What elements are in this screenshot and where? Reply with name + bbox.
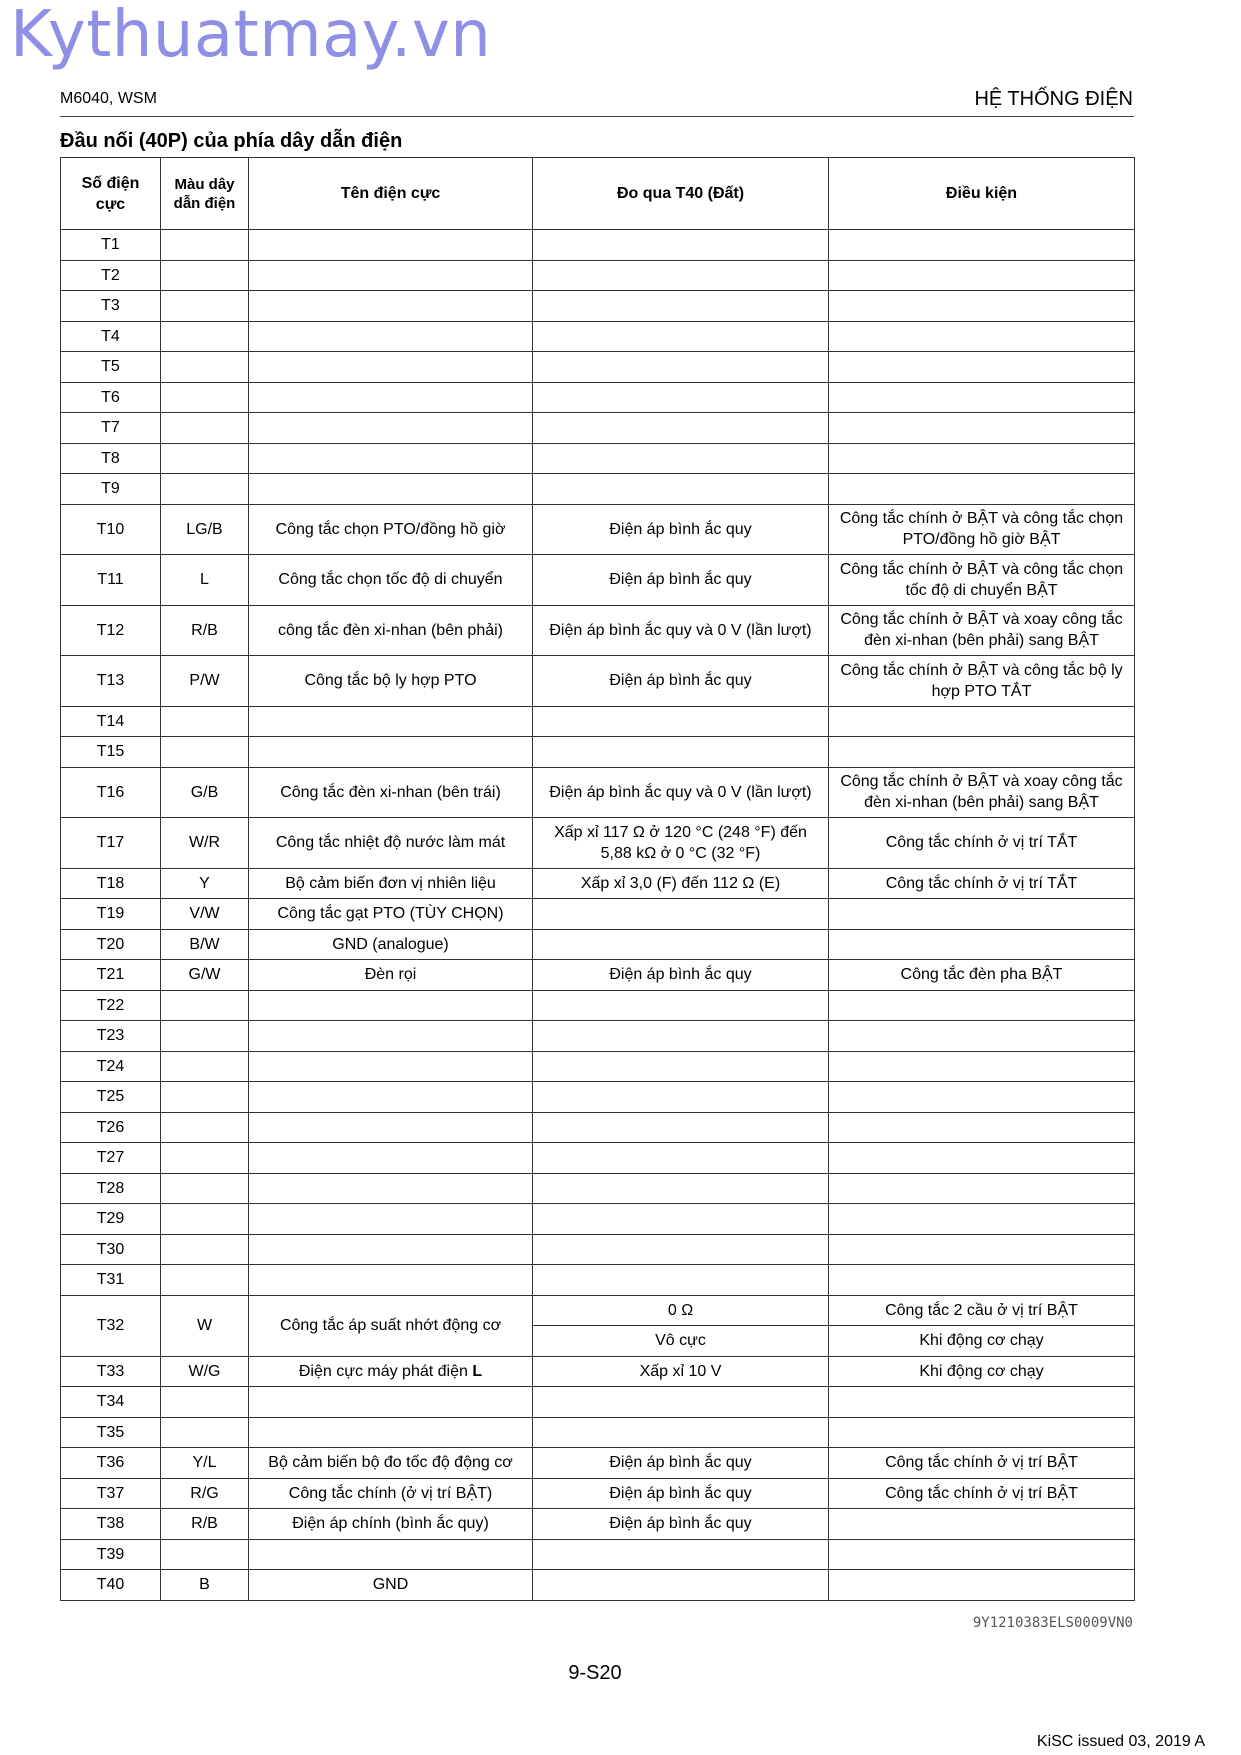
page-number: 9-S20 [568,1662,622,1684]
wire-color: G/B [161,767,249,818]
terminal-name: GND (analogue) [249,929,533,960]
terminal-number: T24 [61,1051,161,1082]
terminal-number: T21 [61,960,161,991]
wire-color [161,321,249,352]
condition [829,260,1135,291]
terminal-name: Công tắc gạt PTO (TÙY CHỌN) [249,899,533,930]
table-row [61,555,1135,606]
table-row [61,656,1135,707]
condition: Công tắc chính ở BẬT và công tắc chọn tốc độ di chuyển BẬT [829,555,1135,606]
table-row [61,321,1135,352]
table-row [61,818,1135,869]
table-row [61,443,1135,474]
table-row [61,767,1135,818]
condition: Công tắc chính ở BẬT và công tắc chọn PTO/đồng hồ giờ BẬT [829,504,1135,555]
measurement: Xấp xỉ 10 V [533,1356,829,1387]
measurement [533,230,829,261]
table-row [61,1234,1135,1265]
terminal-number: T1 [61,230,161,261]
terminal-number: T36 [61,1448,161,1479]
terminal-name [249,413,533,444]
terminal-name [249,260,533,291]
watermark-logo: Kythuatmay.vn [10,0,492,72]
condition: Công tắc đèn pha BẬT [829,960,1135,991]
table-row [61,291,1135,322]
measurement [533,352,829,383]
measurement [533,1082,829,1113]
terminal-number: T7 [61,413,161,444]
condition [829,1051,1135,1082]
table-row [61,413,1135,444]
terminal-number: T38 [61,1509,161,1540]
wire-color [161,1539,249,1570]
measurement: Điện áp bình ắc quy và 0 V (lần lượt) [533,767,829,818]
chapter-title: HỆ THỐNG ĐIỆN [974,88,1133,110]
table-row [61,605,1135,656]
terminal-number: T9 [61,474,161,505]
table-row [61,1112,1135,1143]
terminal-name [249,443,533,474]
terminal-number: T4 [61,321,161,352]
terminal-name: Bộ cảm biến bộ đo tốc độ động cơ [249,1448,533,1479]
wire-color [161,990,249,1021]
terminal-name [249,321,533,352]
terminal-number: T16 [61,767,161,818]
measurement: Điện áp bình ắc quy và 0 V (lần lượt) [533,605,829,656]
condition [829,443,1135,474]
terminal-name: Công tắc chính (ở vị trí BẬT) [249,1478,533,1509]
terminal-number: T10 [61,504,161,555]
condition [829,1173,1135,1204]
condition [829,1021,1135,1052]
terminal-name [249,1387,533,1418]
measurement [533,1417,829,1448]
issue-note: KiSC issued 03, 2019 A [1036,1733,1205,1750]
col-header-terminal: Số điện cực [61,158,161,230]
wire-color: W/R [161,818,249,869]
measurement [533,1570,829,1601]
table-row [61,1539,1135,1570]
section-title: Đầu nối (40P) của phía dây dẫn điện [60,130,403,152]
terminal-number: T2 [61,260,161,291]
terminal-number: T40 [61,1570,161,1601]
wire-color [161,1021,249,1052]
table-row [61,1509,1135,1540]
measurement [533,1051,829,1082]
condition [829,474,1135,505]
condition: Công tắc chính ở vị trí TẮT [829,818,1135,869]
condition [829,929,1135,960]
table-row [61,1448,1135,1479]
terminal-name [249,1021,533,1052]
terminal-name: Công tắc chọn PTO/đồng hồ giờ [249,504,533,555]
terminal-number: T5 [61,352,161,383]
terminal-name: GND [249,1570,533,1601]
terminal-number: T13 [61,656,161,707]
terminal-name [249,291,533,322]
measurement [533,1234,829,1265]
table-row [61,1387,1135,1418]
measurement [533,899,829,930]
terminal-number: T22 [61,990,161,1021]
terminal-number: T15 [61,737,161,768]
condition: Công tắc chính ở vị trí BẬT [829,1478,1135,1509]
table-row [61,1173,1135,1204]
terminal-name [249,1417,533,1448]
table-row [61,1082,1135,1113]
condition [829,291,1135,322]
measurement [533,1021,829,1052]
table-row [61,230,1135,261]
condition [829,230,1135,261]
terminal-number: T12 [61,605,161,656]
condition [829,990,1135,1021]
table-row [61,1295,1135,1326]
condition [829,321,1135,352]
condition: Công tắc chính ở vị trí TẮT [829,868,1135,899]
wire-color: W [161,1295,249,1356]
header-rule [60,116,1134,117]
terminal-name [249,1234,533,1265]
table-row [61,1478,1135,1509]
condition: Khi động cơ chạy [829,1356,1135,1387]
terminal-number: T39 [61,1539,161,1570]
table-row [61,382,1135,413]
wire-color [161,1143,249,1174]
wire-color: W/G [161,1356,249,1387]
terminal-name: công tắc đèn xi-nhan (bên phải) [249,605,533,656]
terminal-name: Công tắc bộ ly hợp PTO [249,656,533,707]
measurement [533,413,829,444]
measurement: Vô cực [533,1326,829,1357]
condition [829,899,1135,930]
terminal-number: T34 [61,1387,161,1418]
measurement [533,1173,829,1204]
measurement: Điện áp bình ắc quy [533,1509,829,1540]
measurement [533,1204,829,1235]
wire-color [161,1204,249,1235]
measurement [533,1265,829,1296]
table-row [61,1204,1135,1235]
wire-color: R/B [161,605,249,656]
table-row [61,929,1135,960]
terminal-number: T19 [61,899,161,930]
wire-color: L [161,555,249,606]
table-row [61,1356,1135,1387]
wire-color: V/W [161,899,249,930]
col-header-wire-color: Màu dây dẫn điện [161,158,249,230]
terminal-number: T29 [61,1204,161,1235]
col-header-terminal-name: Tên điện cực [249,158,533,230]
terminal-number: T33 [61,1356,161,1387]
terminal-name-bold-letter: L [472,1362,483,1380]
measurement [533,382,829,413]
terminal-name: Công tắc nhiệt độ nước làm mát [249,818,533,869]
measurement [533,1539,829,1570]
terminal-name [249,1539,533,1570]
terminal-number: T18 [61,868,161,899]
table-row [61,1143,1135,1174]
document-code: 9Y1210383ELS0009VN0 [972,1615,1133,1631]
table-row [61,1570,1135,1601]
measurement [533,321,829,352]
terminal-name [249,1082,533,1113]
condition [829,1204,1135,1235]
table-row [61,1051,1135,1082]
terminal-name-text: Điện cực máy phát điện [298,1362,468,1380]
condition: Công tắc chính ở BẬT và công tắc bộ ly hợp PTO TẮT [829,656,1135,707]
terminal-number: T11 [61,555,161,606]
terminal-name [249,1204,533,1235]
table-row [61,868,1135,899]
terminal-number: T35 [61,1417,161,1448]
wire-color: R/B [161,1509,249,1540]
terminal-number: T32 [61,1295,161,1356]
measurement [533,291,829,322]
measurement [533,737,829,768]
terminal-name [249,737,533,768]
wire-color [161,1051,249,1082]
terminal-number: T8 [61,443,161,474]
condition: Công tắc 2 cầu ở vị trí BẬT [829,1295,1135,1326]
table-row [61,474,1135,505]
measurement: Điện áp bình ắc quy [533,656,829,707]
condition [829,1387,1135,1418]
condition [829,352,1135,383]
condition: Công tắc chính ở BẬT và xoay công tắc đèn xi-nhan (bên phải) sang BẬT [829,605,1135,656]
wire-color [161,474,249,505]
condition [829,1143,1135,1174]
terminal-name [249,990,533,1021]
terminal-number: T31 [61,1265,161,1296]
condition [829,1417,1135,1448]
terminal-name [249,352,533,383]
table-row [61,737,1135,768]
condition [829,1539,1135,1570]
measurement: 0 Ω [533,1295,829,1326]
terminal-name: Công tắc áp suất nhớt động cơ [249,1295,533,1356]
terminal-number: T3 [61,291,161,322]
measurement [533,474,829,505]
condition: Công tắc chính ở BẬT và xoay công tắc đèn xi-nhan (bên phải) sang BẬT [829,767,1135,818]
measurement [533,260,829,291]
terminal-name: Bộ cảm biến đơn vị nhiên liệu [249,868,533,899]
wire-color: LG/B [161,504,249,555]
terminal-name [249,706,533,737]
terminal-name [249,382,533,413]
terminal-name [249,1143,533,1174]
wire-color [161,1173,249,1204]
terminal-number: T14 [61,706,161,737]
wire-color: P/W [161,656,249,707]
condition [829,1112,1135,1143]
table-header-row [61,158,1135,230]
measurement: Điện áp bình ắc quy [533,960,829,991]
wire-color [161,1417,249,1448]
table-row [61,260,1135,291]
terminal-number: T17 [61,818,161,869]
terminal-name [249,1265,533,1296]
connector-table [60,157,1135,1601]
terminal-number: T37 [61,1478,161,1509]
wire-color [161,260,249,291]
terminal-name [249,1051,533,1082]
wire-color: R/G [161,1478,249,1509]
table-row [61,899,1135,930]
terminal-name [249,1173,533,1204]
terminal-number: T25 [61,1082,161,1113]
terminal-number: T6 [61,382,161,413]
table-body [61,230,1135,1601]
measurement: Xấp xỉ 117 Ω ở 120 °C (248 °F) đến 5,88 kΩ ở 0 °C (32 °F) [533,818,829,869]
measurement: Điện áp bình ắc quy [533,1478,829,1509]
terminal-number: T20 [61,929,161,960]
measurement: Điện áp bình ắc quy [533,555,829,606]
wire-color: B/W [161,929,249,960]
condition [829,1082,1135,1113]
wire-color [161,291,249,322]
wire-color [161,413,249,444]
wire-color [161,443,249,474]
wire-color [161,1112,249,1143]
wire-color: B [161,1570,249,1601]
terminal-number: T26 [61,1112,161,1143]
condition: Khi động cơ chạy [829,1326,1135,1357]
condition [829,1234,1135,1265]
wire-color [161,382,249,413]
manual-code: M6040, WSM [60,90,157,107]
condition [829,382,1135,413]
measurement: Điện áp bình ắc quy [533,504,829,555]
terminal-name: Công tắc đèn xi-nhan (bên trái) [249,767,533,818]
table-row [61,960,1135,991]
wire-color [161,1387,249,1418]
condition [829,1265,1135,1296]
wire-color: Y [161,868,249,899]
wire-color [161,1265,249,1296]
terminal-number: T27 [61,1143,161,1174]
terminal-number: T28 [61,1173,161,1204]
terminal-number: T23 [61,1021,161,1052]
wire-color [161,1234,249,1265]
terminal-name [249,1112,533,1143]
wire-color: Y/L [161,1448,249,1479]
condition [829,1570,1135,1601]
condition [829,413,1135,444]
condition [829,737,1135,768]
measurement [533,443,829,474]
wire-color: G/W [161,960,249,991]
measurement [533,706,829,737]
terminal-number: T30 [61,1234,161,1265]
measurement [533,1112,829,1143]
condition [829,706,1135,737]
wire-color [161,230,249,261]
table-row [61,1417,1135,1448]
table-row [61,1265,1135,1296]
terminal-name: Đèn rọi [249,960,533,991]
table-row [61,706,1135,737]
wire-color [161,1082,249,1113]
terminal-name: Điện áp chính (bình ắc quy) [249,1509,533,1540]
measurement: Điện áp bình ắc quy [533,1448,829,1479]
measurement [533,1387,829,1418]
terminal-name [249,1356,533,1387]
terminal-name [249,474,533,505]
measurement [533,929,829,960]
measurement: Xấp xỉ 3,0 (F) đến 112 Ω (E) [533,868,829,899]
terminal-name [249,230,533,261]
table-row [61,352,1135,383]
wire-color [161,706,249,737]
table-row [61,1021,1135,1052]
table-row [61,504,1135,555]
col-header-condition: Điều kiện [829,158,1135,230]
measurement [533,990,829,1021]
wire-color [161,737,249,768]
terminal-name: Công tắc chọn tốc độ di chuyển [249,555,533,606]
wire-color [161,352,249,383]
col-header-measurement: Đo qua T40 (Đất) [533,158,829,230]
condition: Công tắc chính ở vị trí BẬT [829,1448,1135,1479]
table-row [61,990,1135,1021]
condition [829,1509,1135,1540]
measurement [533,1143,829,1174]
